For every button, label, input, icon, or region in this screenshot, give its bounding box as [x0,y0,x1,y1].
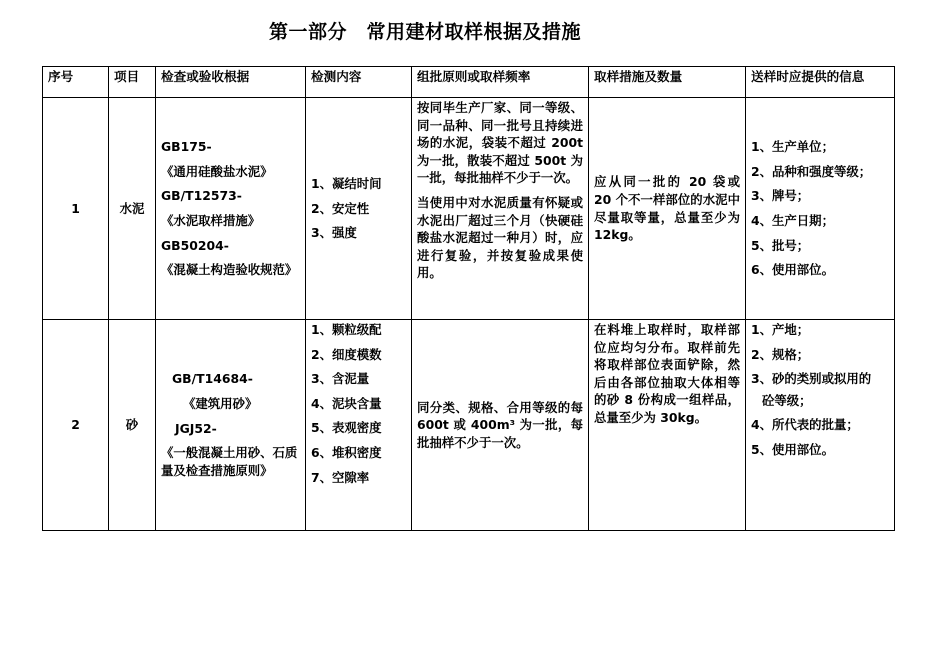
table-row [43,320,895,531]
page-title: 第一部分 常用建材取样根据及措施 [268,21,581,43]
batch-paragraph: 按同毕生产厂家、同一等级、同一品种、同一批号且持续进场的水泥，袋装不超过 200t 为一批，散装不超过 500t 为一批，每批抽样不少于一次。 [417,100,583,186]
row-standards [156,98,306,320]
test-item: 1、颗粒级配 [311,322,382,337]
standard-line: 《建筑用砂》 [183,396,258,412]
info-item: 2、品种和强度等级； [751,163,872,179]
row-info [746,98,895,320]
standard-line: GB175- [161,139,212,155]
row-item: 砂 [109,320,156,531]
info-item: 5、批号； [751,237,810,253]
header-batch: 组批原则或取样频率 [412,67,589,98]
test-item: 4、泥块含量 [311,395,382,411]
row-method: 在料堆上取样时，取样部位应均匀分布。取样前先将取样部位表面铲除，然后由各部位抽取大体相等的砂 8 份构成一组样品，总量至少为 30kg。 [589,320,746,531]
row-tests [306,320,412,531]
header-standard: 检查或验收根据 [156,67,306,98]
row-number: 1 [43,98,109,320]
standard-line: 《通用硅酸盐水泥》 [161,163,273,179]
standard-line: GB/T12573- [161,188,242,204]
row-number: 2 [43,320,109,531]
standard-line: 《一般混凝土用砂、石质量及检查措施原则》 [161,445,298,478]
row-info [746,320,895,531]
row-item: 水泥 [109,98,156,320]
info-item: 4、所代表的批量； [751,417,859,433]
batch-paragraph: 当使用中对水泥质量有怀疑或水泥出厂超过三个月（快硬硅酸盐水泥超过一种月）时，应进行复验，并按复验成果使用。 [417,195,583,281]
info-item: 砼等级； [762,392,812,408]
info-item: 1、生产单位； [751,139,834,155]
row-method: 应从同一批的 20 袋或 20 个不一样部位的水泥中尽量取等量，总量至少为 12kg。 [589,98,746,320]
header-no: 序号 [43,67,109,98]
info-item: 6、使用部位。 [751,262,834,278]
test-item: 5、表观密度 [311,420,382,436]
info-item: 3、砂的类别或拟用的 [751,371,872,387]
info-item: 3、牌号； [751,188,810,204]
standard-line: JGJ52- [175,420,217,436]
row-standards [156,320,306,531]
test-item: 7、空隙率 [311,469,370,485]
info-item: 4、生产日期； [751,213,834,228]
standard-line: 《混凝土构造验收规范》 [161,262,298,278]
standard-line: 《水泥取样措施》 [161,213,261,228]
info-item: 5、使用部位。 [751,442,834,458]
info-item: 2、规格； [751,346,810,362]
row-tests [306,98,412,320]
test-item: 3、含泥量 [311,371,370,387]
batch-paragraph: 同分类、规格、合用等级的每 600t 或 400m³ 为一批，每批抽样不少于一次。 [417,399,583,450]
test-item: 2、细度模数 [311,346,382,362]
header-info: 送样时应提供的信息 [746,67,895,98]
sampling-table [42,66,895,531]
row-batch [412,98,589,320]
header-row [43,67,895,98]
standard-line: GB/T14684- [172,371,253,387]
header-tests: 检测内容 [306,67,412,98]
header-item: 项目 [109,67,156,98]
test-item: 6、堆积密度 [311,445,382,461]
header-method: 取样措施及数量 [589,67,746,98]
row-batch [412,320,589,531]
info-item: 1、产地； [751,322,810,337]
test-item: 2、安定性 [311,200,370,216]
test-item: 3、强度 [311,225,357,241]
table-row [43,98,895,320]
standard-line: GB50204- [161,237,229,253]
test-item: 1、凝结时间 [311,176,382,192]
